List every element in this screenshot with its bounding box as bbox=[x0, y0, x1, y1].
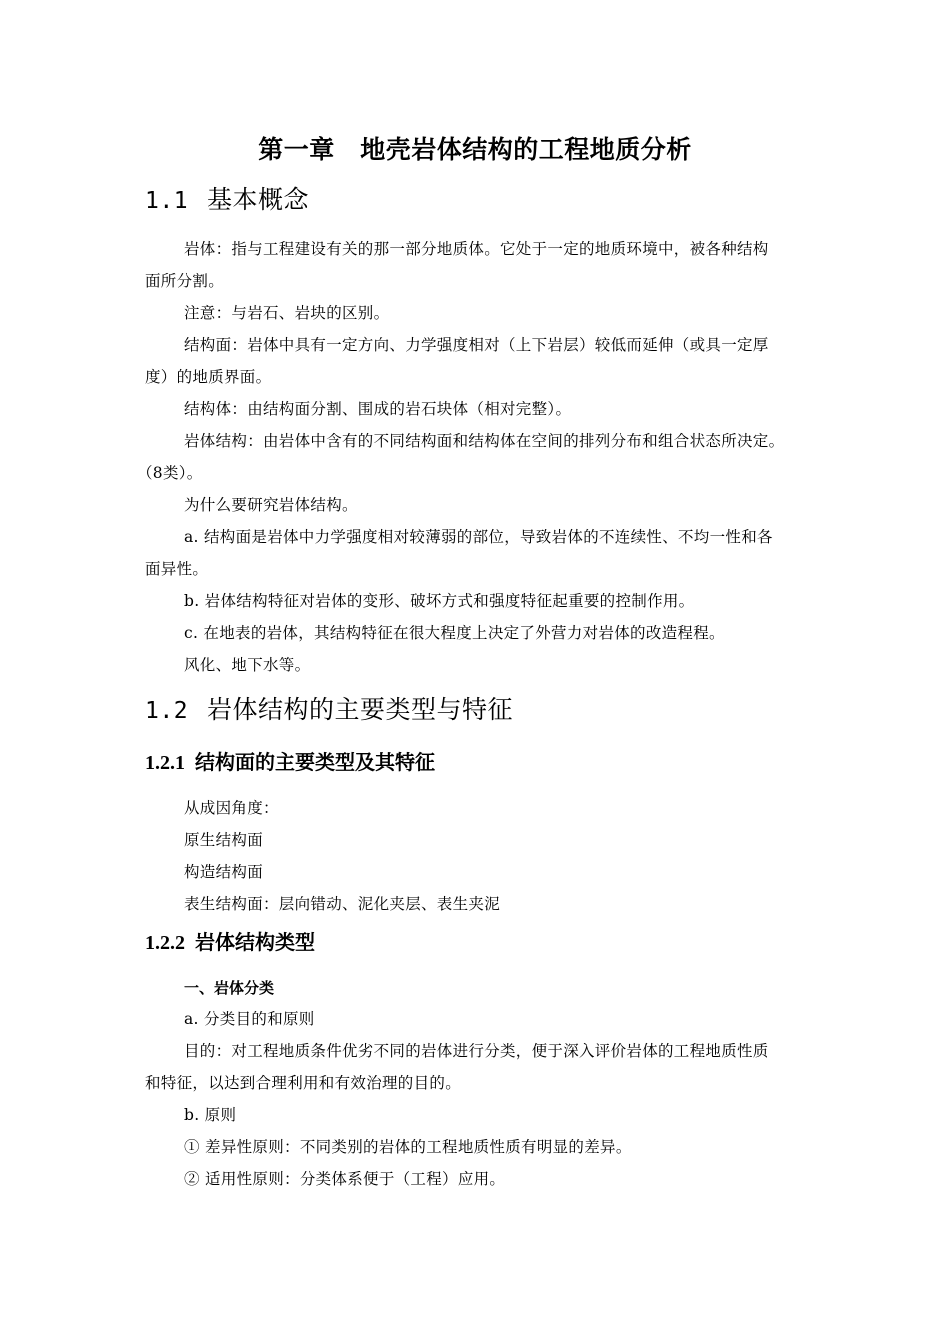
paragraph-line: 原生结构面 bbox=[184, 831, 264, 849]
section-title: 岩体结构的主要类型与特征 bbox=[207, 695, 514, 724]
paragraph-line: 表生结构面：层向错动、泥化夹层、表生夹泥 bbox=[184, 895, 501, 913]
paragraph-line: 和特征，以达到合理利用和有效治理的目的。 bbox=[145, 1074, 462, 1092]
paragraph-line: （8类）。 bbox=[137, 464, 203, 482]
section-1-2-heading bbox=[145, 690, 513, 726]
paragraph-line: 面所分割。 bbox=[145, 272, 225, 290]
paragraph-line: b. 原则 bbox=[184, 1106, 237, 1124]
section-title: 岩体结构类型 bbox=[195, 930, 315, 954]
paragraph-line: 结构体：由结构面分割、围成的岩石块体（相对完整）。 bbox=[184, 400, 572, 418]
paragraph-line: 注意：与岩石、岩块的区别。 bbox=[184, 304, 390, 322]
subsection-heading: 一、岩体分类 bbox=[184, 979, 275, 997]
paragraph-line: 面异性。 bbox=[145, 560, 209, 578]
paragraph-line: 岩体结构：由岩体中含有的不同结构面和结构体在空间的排列分布和组合状态所决定。 bbox=[184, 432, 785, 450]
section-number: 1.1 bbox=[145, 188, 189, 214]
paragraph-line: c. 在地表的岩体，其结构特征在很大程度上决定了外营力对岩体的改造程程。 bbox=[184, 624, 725, 642]
paragraph-line: 目的：对工程地质条件优劣不同的岩体进行分类，便于深入评价岩体的工程地质性质 bbox=[184, 1042, 769, 1060]
paragraph-line: 构造结构面 bbox=[184, 863, 264, 881]
paragraph-line: a. 分类目的和原则 bbox=[184, 1010, 315, 1028]
paragraph-line: 度）的地质界面。 bbox=[145, 368, 272, 386]
paragraph-line: 为什么要研究岩体结构。 bbox=[184, 496, 358, 514]
section-number: 1.2.2 bbox=[145, 932, 185, 954]
section-1-2-2-heading bbox=[145, 926, 315, 955]
section-1-2-1-heading bbox=[145, 746, 435, 775]
paragraph-line: 结构面：岩体中具有一定方向、力学强度相对（上下岩层）较低而延伸（或具一定厚 bbox=[184, 336, 769, 354]
section-title: 基本概念 bbox=[207, 185, 310, 214]
paragraph-line: ② 适用性原则：分类体系便于（工程）应用。 bbox=[184, 1170, 506, 1188]
section-title: 结构面的主要类型及其特征 bbox=[195, 750, 435, 774]
paragraph-line: a. 结构面是岩体中力学强度相对较薄弱的部位，导致岩体的不连续性、不均一性和各 bbox=[184, 528, 773, 546]
section-number: 1.2 bbox=[145, 698, 189, 724]
section-1-1-heading bbox=[145, 180, 309, 216]
paragraph-line: b. 岩体结构特征对岩体的变形、破坏方式和强度特征起重要的控制作用。 bbox=[184, 592, 695, 610]
paragraph-line: 从成因角度： bbox=[184, 799, 279, 817]
chapter-title: 第一章 地壳岩体结构的工程地质分析 bbox=[258, 135, 692, 164]
section-number: 1.2.1 bbox=[145, 752, 185, 774]
paragraph-line: 风化、地下水等。 bbox=[184, 656, 311, 674]
paragraph-line: 岩体：指与工程建设有关的那一部分地质体。它处于一定的地质环境中，被各种结构 bbox=[184, 240, 769, 258]
paragraph-line: ① 差异性原则：不同类别的岩体的工程地质性质有明显的差异。 bbox=[184, 1138, 632, 1156]
